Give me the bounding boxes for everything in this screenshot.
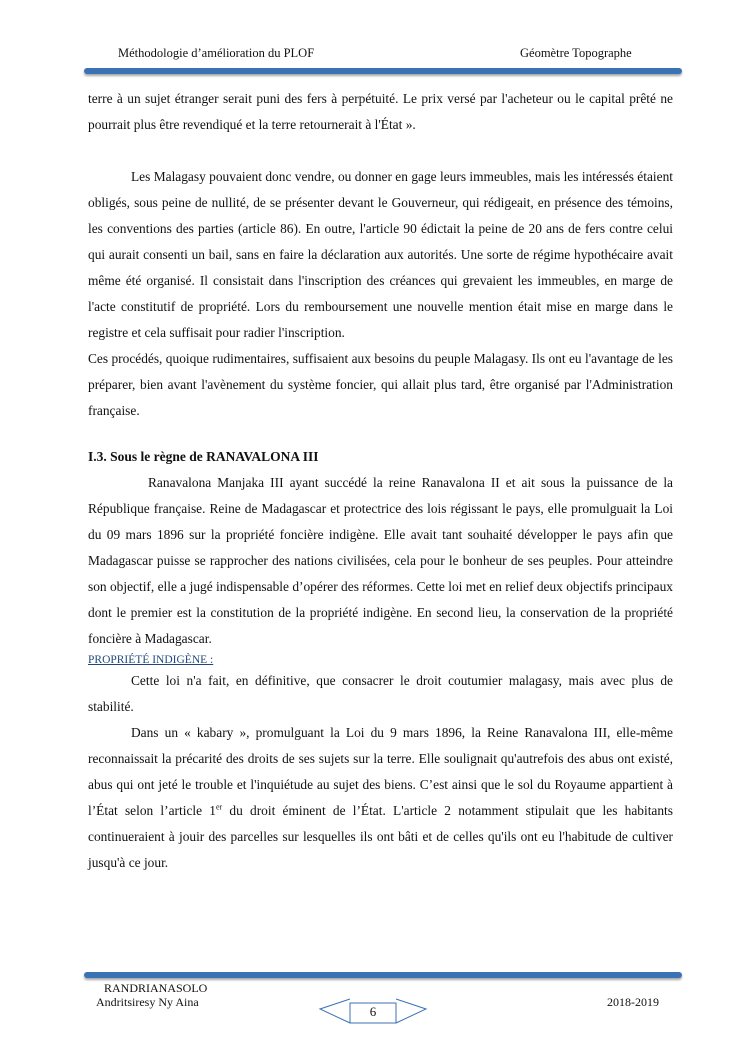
section-heading: I.3. Sous le règne de RANAVALONA III	[88, 449, 319, 464]
subheading: PROPRIÉTÉ INDIGÈNE :	[88, 654, 214, 666]
paragraph-6-text-b: du droit éminent de l’État. L'article 2 notamment stipulait que les habitants continueraient à jouir des parcelles sur lesquelles ils ont bâti et de celles qu'ils ont eu l'habitude de cultiver jusqu'à ce jour.	[88, 803, 673, 870]
footer-author-surname: RANDRIANASOLO	[104, 981, 208, 995]
page-body	[88, 86, 673, 876]
paragraph-5: Cette loi n'a fait, en définitive, que consacrer le droit coutumier malagasy, mais avec plus de stabilité.	[88, 673, 673, 714]
ribbon-left-chevron	[320, 999, 350, 1023]
page-number: 6	[369, 1004, 377, 1019]
spacer	[88, 138, 673, 164]
spacer	[88, 424, 673, 444]
paragraph-6	[88, 720, 673, 876]
paragraph-6-text-a: Dans un « kabary », promulguant la Loi du 9 mars 1896, la Reine Ranavalona III, elle-même reconnaissait la précarité des droits de ses sujets sur la terre. Elle soulignait qu'autrefois des abus ont existé, abus qui ont jeté le trouble et l'inquiétude au sujet des biens. C’est ainsi que le sol du Royaume appartient à l’État selon l’article 1	[88, 725, 673, 818]
ribbon-right-chevron	[396, 999, 426, 1023]
paragraph-1: terre à un sujet étranger serait puni des fers à perpétuité. Le prix versé par l'acheteur ou le capital prêté ne pourrait plus être revendiqué et la terre retournerait à l'État ».	[88, 91, 673, 132]
paragraph-3: Ces procédés, quoique rudimentaires, suffisaient aux besoins du peuple Malagasy. Ils ont eu l'avantage de les préparer, bien avant l'avènement du système foncier, qui allait plus tard, être organisé par l'Administration française.	[88, 351, 673, 418]
header-rule	[84, 68, 682, 74]
footer-year: 2018-2019	[607, 995, 659, 1009]
footer-rule	[84, 972, 682, 978]
paragraph-4: Ranavalona Manjaka III ayant succédé la reine Ranavalona II et ait sous la puissance de la République française. Reine de Madagascar et protectrice des lois régissant le pays, elle promulguait la Loi du 09 mars 1896 sur la propriété foncière indigène. Elle avait tant souhaité développer le pays afin que Madagascar puisse se rapprocher des nations civilisées, cela pour le bonheur de ses peuples. Pour atteindre son objectif, elle a jugé indispensable d’opérer des réformes. Cette loi met en relief deux objectifs principaux dont le premier est la constitution de la propriété indigène. En second lieu, la conservation de la propriété foncière à Madagascar.	[88, 475, 673, 646]
superscript: er	[215, 802, 223, 812]
paragraph-2: Les Malagasy pouvaient donc vendre, ou donner en gage leurs immeubles, mais les intéressés étaient obligés, sous peine de nullité, de se présenter devant le Gouverneur, qui rédigeait, en présence des témoins, les conventions des parties (article 86). En outre, l'article 90 édictait la peine de 20 ans de fers contre celui qui aurait consenti un bail, sans en faire la déclaration aux autorités. Une sorte de régime hypothécaire avait même été organisé. Il consistait dans l'inscription des créances qui grevaient les immeubles, en marge de l'acte constitutif de propriété. Lors du remboursement une nouvelle mention était mise en marge dans le registre et cela suffisait pour radier l'inscription.	[88, 169, 673, 340]
header-profession: Géomètre Topographe	[520, 46, 632, 60]
footer-author-given-name: Andritsiresy Ny Aina	[96, 995, 199, 1009]
header-document-title: Méthodologie d’amélioration du PLOF	[118, 46, 315, 60]
